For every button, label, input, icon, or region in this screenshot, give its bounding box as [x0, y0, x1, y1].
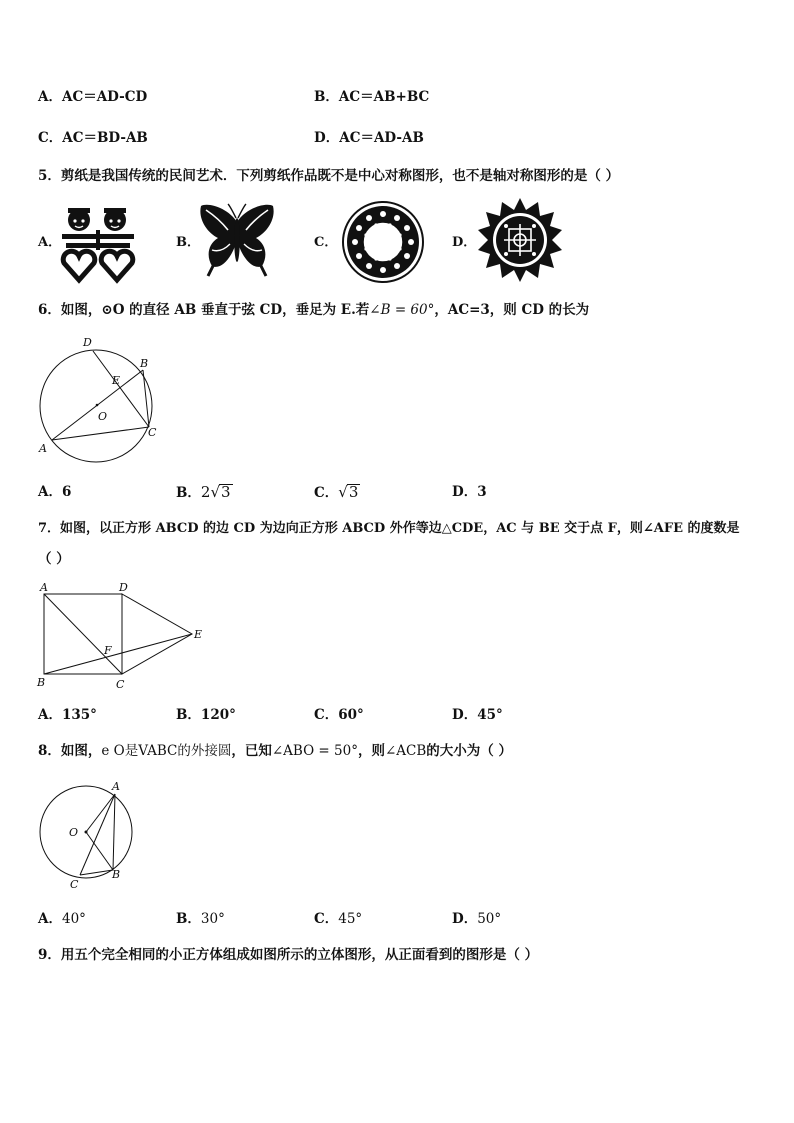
label-a: A [112, 780, 120, 793]
option-letter: B． [176, 707, 201, 723]
butterfly-papercut-icon [198, 200, 276, 278]
stem-text: ，则 [357, 743, 385, 759]
option-letter: D． [452, 484, 478, 500]
center-o-point [96, 404, 99, 407]
option-text: 30° [200, 911, 225, 927]
option-letter: D． [452, 911, 478, 927]
angle-expression: ∠ACB [384, 743, 427, 759]
label-a: A [40, 581, 48, 594]
option-text: 60° [338, 707, 364, 723]
option-text: 120° [200, 707, 236, 723]
q7-option-d [452, 706, 503, 724]
stem-text: 的大小为（ ） [426, 743, 512, 759]
q7-option-c [314, 706, 364, 724]
label-e: E [194, 628, 203, 641]
option-text: AC＝AD-AB [339, 130, 424, 146]
q7-stem-line2: （ ） [38, 551, 70, 567]
q5-option-c-letter: C． [314, 235, 338, 250]
option-letter: B． [176, 485, 201, 501]
q6-option-c: C．√3 [314, 483, 359, 501]
q9-stem: 9．用五个完全相同的小正方体组成如图所示的立体图形，从正面看到的图形是（ ） [38, 947, 539, 963]
option-letter: D． [314, 130, 340, 146]
q7-stem-line1: 7．如图，以正方形 ABCD 的边 CD 为边向正方形 ABCD 外作等边△CDE，AC 与 BE 交于点 F，则∠AFE 的度数是 [38, 521, 740, 536]
label-o: O [69, 826, 79, 839]
option-letter: B． [176, 911, 201, 927]
stem-text: ，AC=3，则 CD 的长为 [434, 302, 590, 318]
option-letter: A． [38, 707, 62, 723]
option-letter: C． [38, 130, 63, 146]
q8-option-c [314, 910, 362, 928]
option-text: 135° [61, 707, 97, 723]
label-b: B [37, 676, 46, 689]
segment-ab [113, 794, 115, 870]
q7-option-a [38, 706, 97, 724]
label-f: F [104, 644, 112, 657]
q8-option-d [452, 910, 501, 928]
q8-stem [38, 742, 512, 760]
stem-text: 8．如图， [38, 743, 102, 759]
q6-option-b: B．2√3 [176, 483, 231, 501]
segment-ac [80, 794, 115, 875]
q6-circle-figure [36, 334, 166, 458]
ring-flower-papercut-icon [341, 200, 425, 284]
label-a: A [39, 442, 47, 455]
option-letter: A． [38, 911, 62, 927]
q4-option-b [314, 88, 429, 106]
option-letter: C． [314, 707, 339, 723]
q4-option-c [38, 129, 148, 147]
option-text: 45° [338, 911, 363, 927]
stem-text: ，已知 [231, 743, 272, 759]
label-o: O [98, 410, 108, 423]
label-d: D [119, 581, 128, 594]
q8-option-b [176, 910, 225, 928]
label-b: B [140, 357, 149, 370]
label-d: D [83, 336, 92, 349]
q5-option-d-letter: D． [452, 235, 477, 250]
stem-text: 6．如图，⊙O 的直径 AB 垂直于弦 CD，垂足为 E.若 [38, 302, 370, 318]
option-text: 50° [477, 911, 502, 927]
option-letter: C． [314, 911, 339, 927]
triangle-cde [122, 594, 192, 674]
option-text: 6 [61, 484, 72, 500]
option-letter: C． [314, 485, 339, 501]
q6-stem [38, 301, 589, 319]
option-text: AC＝BD-AB [62, 130, 148, 146]
option-text: AC＝AD-CD [61, 89, 148, 105]
angle-expression: ∠B = 60° [369, 302, 435, 318]
q4-option-a [38, 88, 147, 106]
q8-option-a [38, 910, 86, 928]
double-happiness-papercut-icon [60, 200, 136, 282]
q7-square-triangle-figure [34, 580, 210, 692]
q6-option-a [38, 483, 71, 501]
sun-medallion-papercut-icon [476, 196, 564, 284]
option-letter: B． [314, 89, 339, 105]
label-c: C [148, 426, 157, 439]
q7-option-b [176, 706, 236, 724]
circle-expression: e O是VABC的外接圆 [101, 743, 232, 759]
q5-option-b-letter: B． [176, 235, 200, 250]
option-text: 45° [477, 707, 503, 723]
label-c: C [70, 878, 79, 891]
q4-option-d [314, 129, 424, 147]
segment-be [44, 634, 192, 674]
option-text: 3 [477, 484, 487, 500]
label-c: C [116, 678, 125, 691]
q5-stem: 5．剪纸是我国传统的民间艺术．下列剪纸作品既不是中心对称图形，也不是轴对称图形的是（ ） [38, 168, 620, 184]
option-text: AC＝AB+BC [338, 89, 430, 105]
segment-bc [143, 370, 149, 427]
q6-option-d [452, 483, 487, 501]
option-letter: A． [38, 484, 62, 500]
radical-coefficient: 2 [200, 483, 211, 501]
label-e: E [112, 374, 121, 387]
option-letter: A． [38, 89, 62, 105]
q8-circle-figure [36, 780, 140, 892]
segment-ac [44, 594, 122, 674]
angle-expression: ∠ABO = 50° [271, 743, 358, 759]
center-o-point [85, 831, 88, 834]
radicand: 3 [221, 483, 231, 501]
option-text: 40° [61, 911, 86, 927]
radicand: 3 [348, 483, 359, 501]
q5-option-a-letter: A． [38, 235, 62, 250]
label-b: B [112, 868, 121, 881]
option-letter: D． [452, 707, 478, 723]
